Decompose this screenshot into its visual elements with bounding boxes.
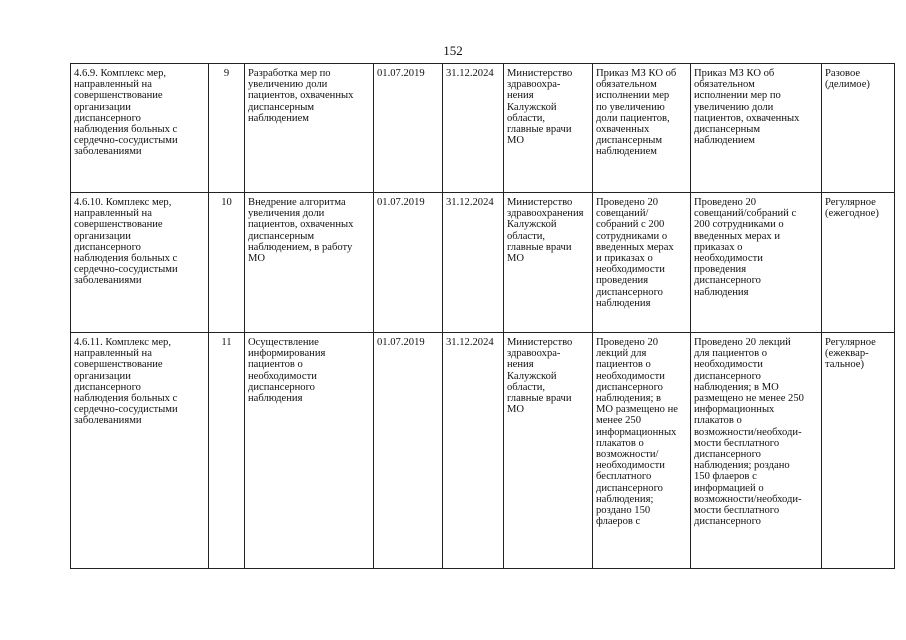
start-date-cell: 01.07.2019 xyxy=(374,333,443,569)
table-row xyxy=(71,64,895,193)
plan-table xyxy=(70,63,895,569)
number-cell: 11 xyxy=(209,333,245,569)
responsible-cell: Министерство здравоохра- нения Калужской области, главные врачи МО xyxy=(504,64,593,193)
table-row xyxy=(71,333,895,569)
table-row xyxy=(71,193,895,333)
result-cell: Проведено 20 совещаний/собраний с 200 сотрудниками о введенных мерах и приказах о необходимости проведения диспансерного наблюдения xyxy=(691,193,822,333)
number-cell: 10 xyxy=(209,193,245,333)
responsible-cell: Министерство здравоохра- нения Калужской области, главные врачи МО xyxy=(504,333,593,569)
result-cell: Проведено 20 лекций для пациентов о необходимости диспансерного наблюдения; в МО размещено не менее 250 информационных плакатов о возможности/необходи- мости бесплатного диспансерного наблюдения; роздано 150 флаеров с информацией о возможности/необходи- мости бесплатного диспансерного xyxy=(691,333,822,569)
end-date-cell: 31.12.2024 xyxy=(443,193,504,333)
type-cell: Регулярное (ежеквар- тальное) xyxy=(822,333,895,569)
result-cell: Приказ МЗ КО об обязательном исполнении мер по увеличению доли пациентов, охваченных диспансерным наблюдением xyxy=(691,64,822,193)
action-cell: Разработка мер по увеличению доли пациентов, охваченных диспансерным наблюдением xyxy=(245,64,374,193)
start-date-cell: 01.07.2019 xyxy=(374,193,443,333)
measure-cell: 4.6.9. Комплекс мер, направленный на совершенствование организации диспансерного наблюдения больных с сердечно-сосудистыми заболеваниями xyxy=(71,64,209,193)
action-cell: Осуществление информирования пациентов о необходимости диспансерного наблюдения xyxy=(245,333,374,569)
characteristic-cell: Приказ МЗ КО об обязательном исполнении мер по увеличению доли пациентов, охваченных диспансерным наблюдением xyxy=(593,64,691,193)
type-cell: Разовое (делимое) xyxy=(822,64,895,193)
start-date-cell: 01.07.2019 xyxy=(374,64,443,193)
type-cell: Регулярное (ежегодное) xyxy=(822,193,895,333)
action-cell: Внедрение алгоритма увеличения доли пациентов, охваченных диспансерным наблюдением, в работу МО xyxy=(245,193,374,333)
measure-cell: 4.6.10. Комплекс мер, направленный на совершенствование организации диспансерного наблюдения больных с сердечно-сосудистыми заболеваниями xyxy=(71,193,209,333)
page-number: 152 xyxy=(443,43,463,58)
end-date-cell: 31.12.2024 xyxy=(443,64,504,193)
measure-cell: 4.6.11. Комплекс мер, направленный на совершенствование организации диспансерного наблюдения больных с сердечно-сосудистыми заболеваниями xyxy=(71,333,209,569)
number-cell: 9 xyxy=(209,64,245,193)
responsible-cell: Министерство здравоохранения Калужской области, главные врачи МО xyxy=(504,193,593,333)
characteristic-cell: Проведено 20 совещаний/ собраний с 200 сотрудниками о введенных мерах и приказах о необходимости проведения диспансерного наблюдения xyxy=(593,193,691,333)
end-date-cell: 31.12.2024 xyxy=(443,333,504,569)
characteristic-cell: Проведено 20 лекций для пациентов о необходимости диспансерного наблюдения; в МО размещено не менее 250 информационных плакатов о возможности/ необходимости бесплатного диспансерного наблюдения; роздано 150 флаеров с xyxy=(593,333,691,569)
